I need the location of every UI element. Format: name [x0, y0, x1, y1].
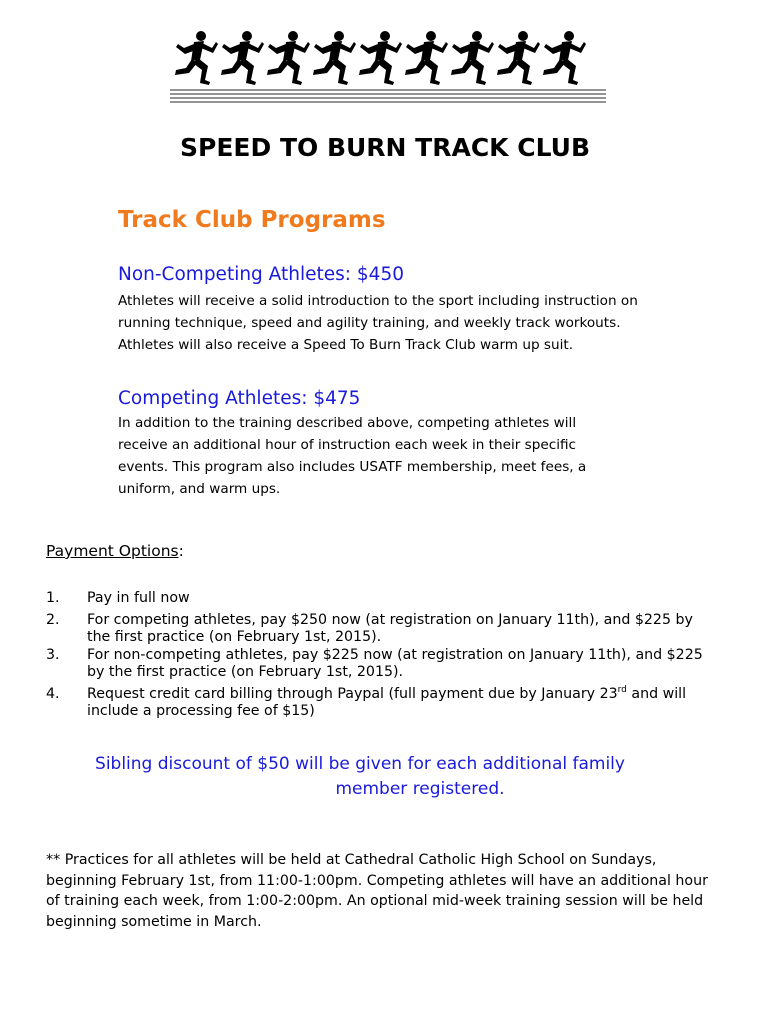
payment-options-label-colon: :	[178, 542, 184, 560]
list-item-number: 4.	[46, 686, 60, 702]
section-title-programs: Track Club Programs	[118, 207, 386, 233]
list-item-text-before: Request credit card billing through Paypal (full payment due by January 23	[87, 686, 618, 702]
description-line: In addition to the training described above, competing athletes will	[118, 415, 577, 431]
program-heading-competing: Competing Athletes: $475	[118, 388, 361, 409]
sibling-discount-line-1: Sibling discount of $50 will be given for each additional family	[95, 754, 625, 774]
description-line: Athletes will receive a solid introduction to the sport including instruction on	[118, 293, 638, 309]
description-line: running technique, speed and agility training, and weekly track workouts.	[118, 315, 621, 331]
sibling-discount-notice	[60, 752, 660, 802]
ordinal-suffix: rd	[617, 685, 627, 695]
list-item-number: 3.	[46, 647, 60, 663]
list-item	[46, 590, 716, 607]
sibling-discount-line-2: member registered.	[335, 779, 505, 799]
program-description-competing	[118, 412, 586, 500]
payment-options-list	[46, 590, 716, 721]
running-figures-banner-icon	[170, 28, 606, 108]
list-item	[46, 612, 716, 646]
list-item-text: Pay in full now	[87, 590, 190, 606]
page-title: SPEED TO BURN TRACK CLUB	[180, 133, 590, 162]
list-item-number: 1.	[46, 590, 60, 606]
payment-options-label	[46, 542, 184, 560]
list-item	[46, 686, 716, 720]
practice-schedule-note: ** Practices for all athletes will be held at Cathedral Catholic High School on Sundays, beginning February 1st, from 11:00-1:00pm. Competing athletes will have an additional hour of training each week, from 1:00-2:00pm. An optional mid-week training session will be held beginning sometime in March.	[46, 852, 708, 930]
program-heading-non-competing: Non-Competing Athletes: $450	[118, 264, 404, 285]
description-line: receive an additional hour of instruction each week in their specific	[118, 437, 577, 453]
payment-options-label-text: Payment Options	[46, 542, 179, 560]
list-item-text-after: and will include a processing fee of $15)	[87, 686, 687, 719]
list-item	[46, 647, 716, 681]
description-line: events. This program also includes USATF membership, meet fees, a	[118, 459, 587, 475]
list-item-text: For non-competing athletes, pay $225 now (at registration on January 11th), and $225 by the first practice (on February 1st, 2015).	[87, 647, 703, 680]
program-description-non-competing	[118, 290, 648, 356]
description-line: uniform, and warm ups.	[118, 481, 281, 497]
list-item-number: 2.	[46, 612, 60, 628]
list-item-text: For competing athletes, pay $250 now (at registration on January 11th), and $225 by the first practice (on February 1st, 2015).	[87, 612, 693, 645]
description-line: Athletes will also receive a Speed To Burn Track Club warm up suit.	[118, 337, 574, 353]
